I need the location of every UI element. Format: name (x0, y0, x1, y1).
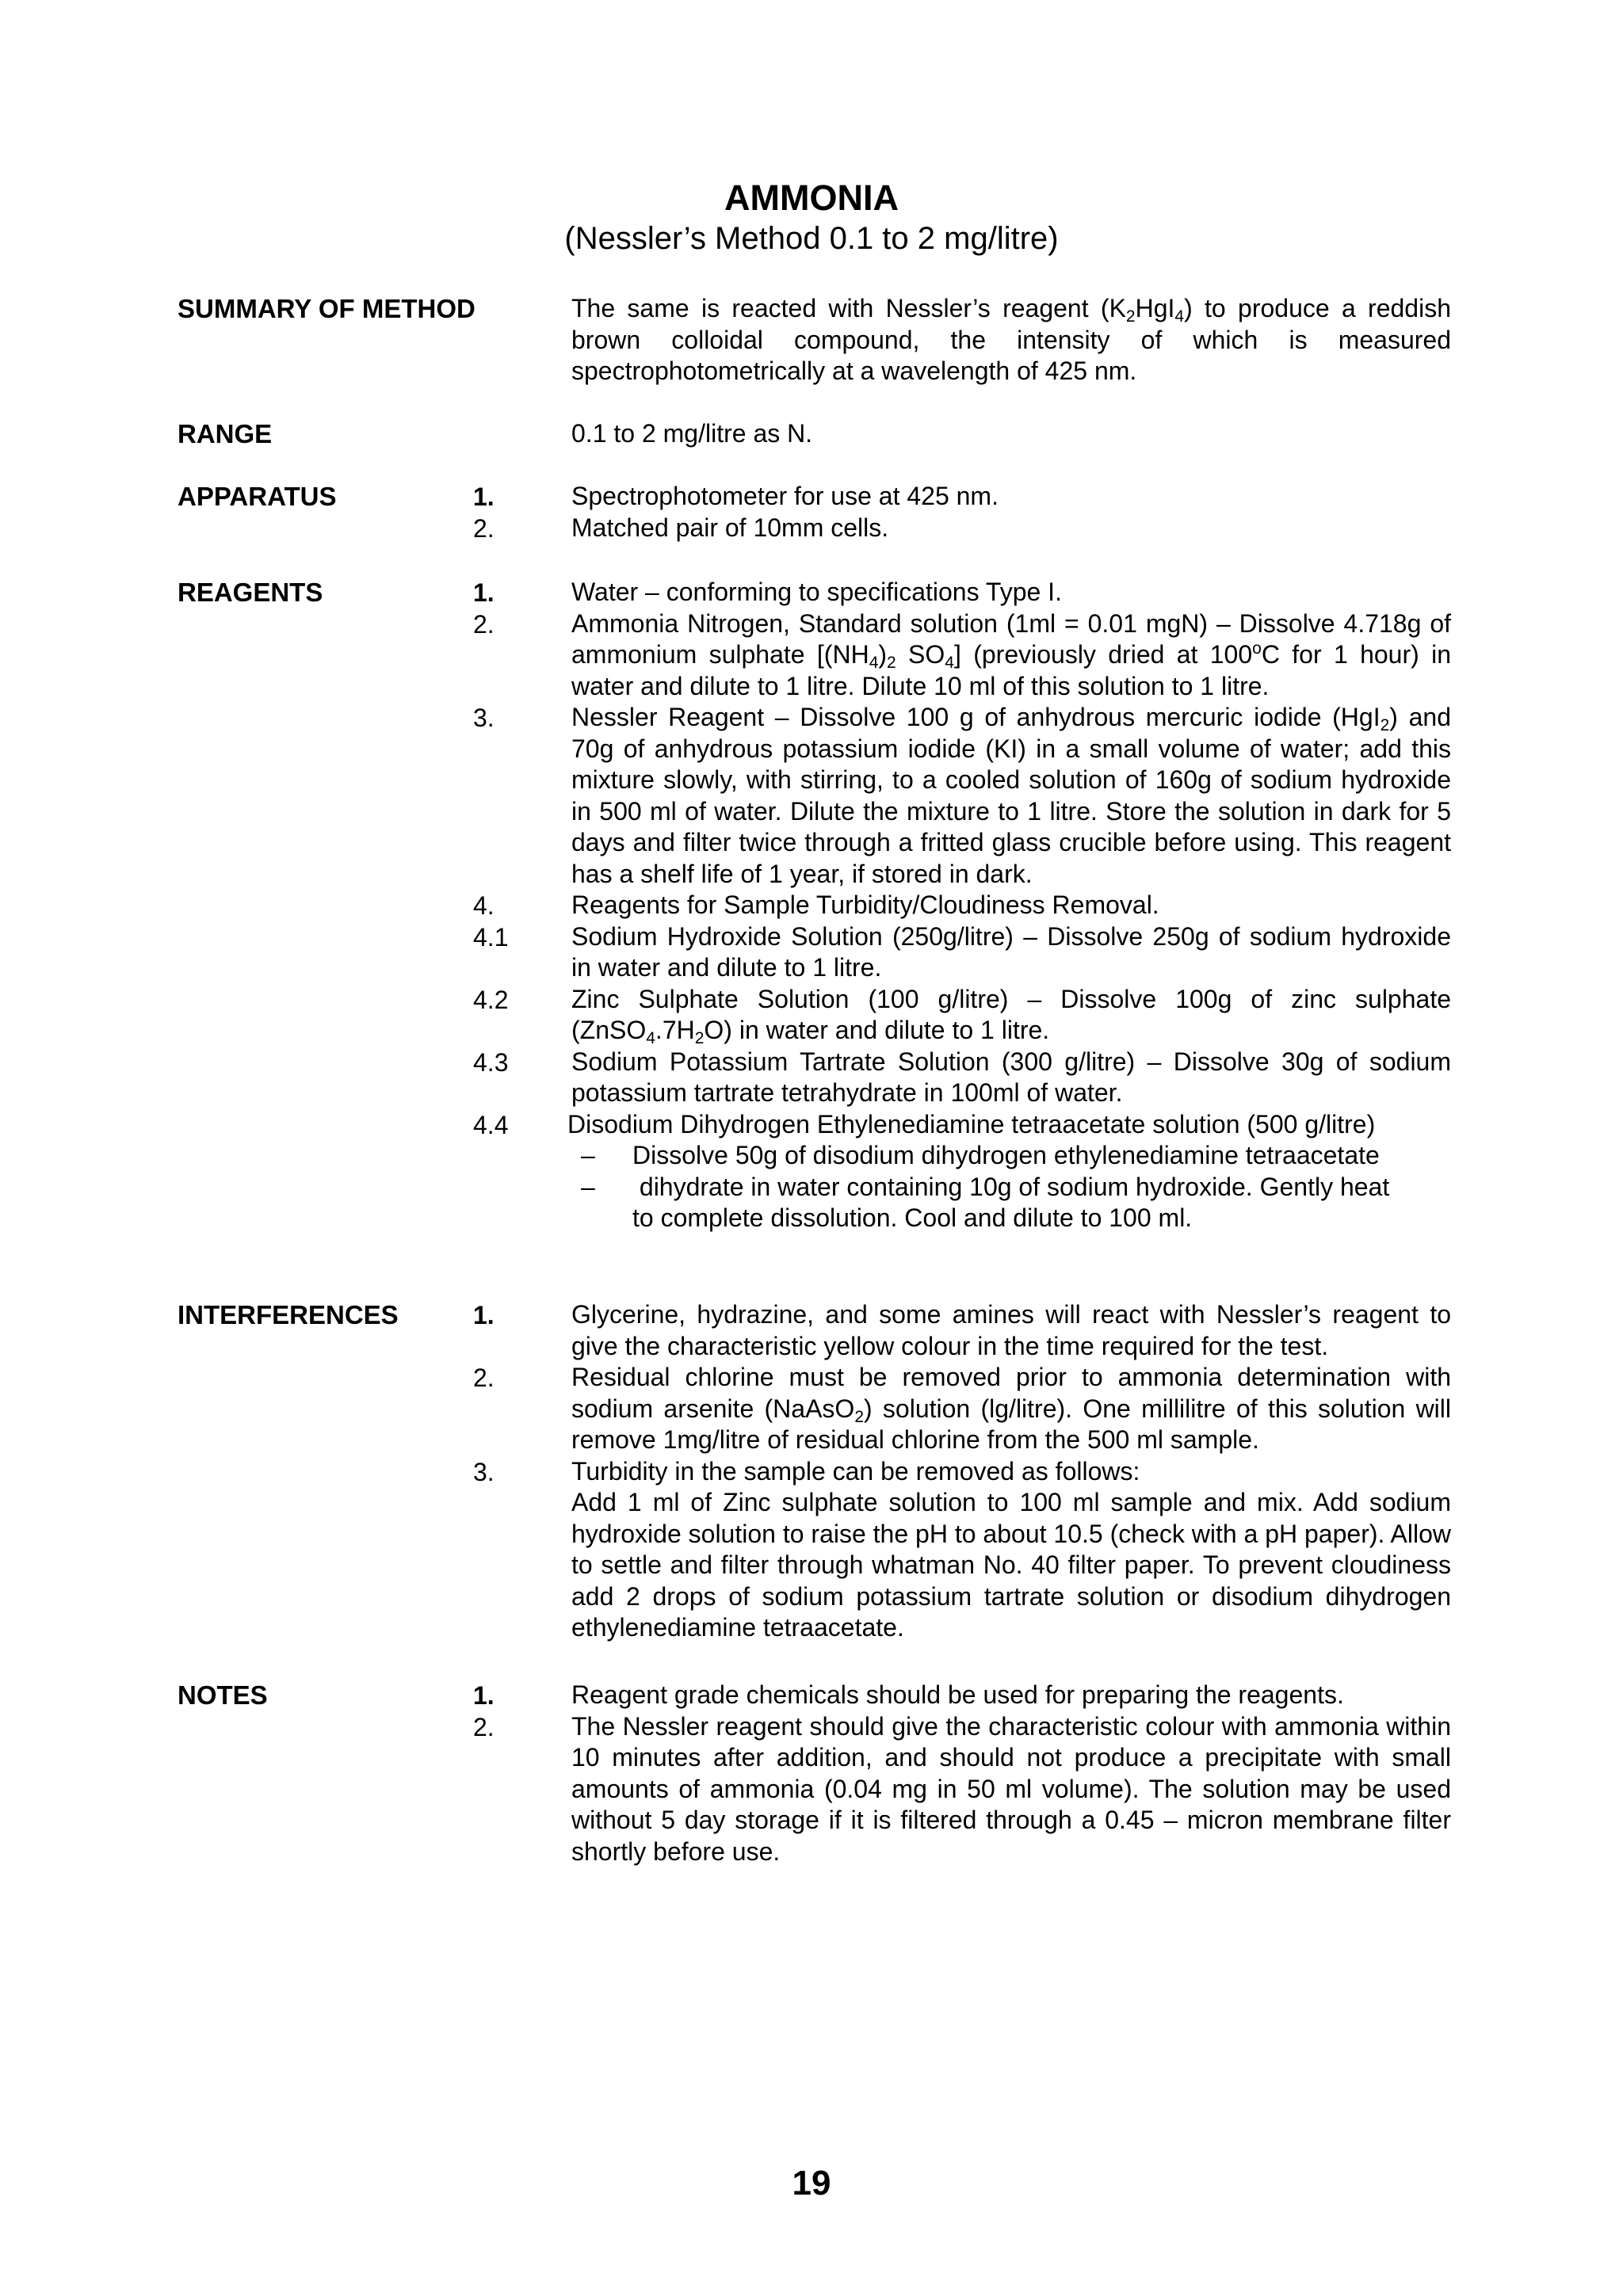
list-item (0, 984, 1623, 1047)
item-text: Disodium Dihydrogen Ethylenediamine tetraacetate solution (500 g/litre) (567, 1109, 1376, 1138)
item-number: 1. (473, 578, 495, 607)
item-number: 4.4 (473, 1110, 509, 1139)
item-text: Reagents for Sample Turbidity/Cloudiness Removal. (571, 891, 1159, 919)
page-subtitle: (Nessler’s Method 0.1 to 2 mg/litre) (564, 221, 1059, 256)
section-range (0, 418, 1623, 450)
list-item (0, 1680, 1623, 1711)
section-label: RANGE (178, 419, 273, 448)
page-title: AMMONIA (724, 177, 899, 218)
list-item (0, 481, 1623, 513)
dash-line (0, 1140, 1623, 1172)
item-text: Zinc Sulphate Solution (100 g/litre) – Dissolve 100g of zinc sulphate $(ZnSO_4.7H_2O)$ in water and dilute to 1 litre. (571, 984, 1451, 1047)
item-number: 4.1 (473, 922, 509, 952)
section-label: APPARATUS (178, 482, 337, 511)
item-number: 2. (473, 1712, 495, 1741)
section-label: INTERFERENCES (178, 1300, 399, 1329)
item-text: Ammonia Nitrogen, Standard solution (1ml = 0.01 mgN) – Dissolve 4.718g of ammonium sulphate [$(NH_4)_2$ $SO_4$] (previously dried at 100$^o$C for 1 hour) in water and dilute to 1 litre. Dilute 10 ml of this solution to 1 litre. (571, 608, 1452, 700)
dash-text: dihydrate in water containing 10g of sodium hydroxide. Gently heat (632, 1172, 1390, 1201)
list-item (0, 1711, 1623, 1868)
item-text: Matched pair of 10mm cells. (571, 513, 889, 542)
item-text: Residual chlorine must be removed prior to ammonia determination with sodium arsenite (NaAsO$_2$) solution (lg/litre). One millilitre of this solution will remove 1mg/litre of residual chlorine from the 500 ml sample. (571, 1363, 1452, 1454)
item-number: 4.3 (473, 1047, 509, 1077)
item-text: Water – conforming to specifications Type I. (571, 578, 1062, 606)
item-number: 4.2 (473, 985, 509, 1014)
list-item (0, 921, 1623, 984)
section-interferences (0, 1299, 1623, 1644)
list-item (0, 890, 1623, 921)
item-text: Nessler Reagent – Dissolve 100 g of anhydrous mercuric iodide (HgI$_2$) and 70g of anhydrous potassium iodide (KI) in a small volume of water; add this mixture slowly, with stirring, to a cooled solution of 160g of sodium hydroxide in 500 ml of water. Dilute the mixture to 1 litre. Store the solution in dark for 5 days and filter twice through a fritted glass crucible before using. This reagent has a shelf life of 1 year, if stored in dark. (571, 703, 1452, 888)
dash-line (0, 1172, 1623, 1203)
item-text: The Nessler reagent should give the characteristic colour with ammonia within 10 minutes after addition, and should not produce a precipitate with small amounts of ammonia (0.04 mg in 50 ml volume). The solution may be used without 5 day storage if it is filtered through a 0.45 – micron membrane filter shortly before use. (571, 1711, 1451, 1866)
item-number: 1. (473, 1301, 495, 1329)
item-text: Sodium Hydroxide Solution (250g/litre) – Dissolve 250g of sodium hydroxide in water and dilute to 1 litre. (571, 921, 1451, 982)
section-label: REAGENTS (178, 578, 323, 607)
list-item (0, 1456, 1623, 1644)
summary-text: The same is reacted with Nessler’s reagent $(K_2HgI_4)$ to produce a reddish brown colloidal compound, the intensity of which is measured spectrophotometrically at a wavelength of 425 nm. (571, 294, 1452, 385)
dash-text: Dissolve 50g of disodium dihydrogen ethylenediamine tetraacetate (632, 1141, 1380, 1169)
item-number: 1. (473, 482, 495, 511)
section-label: SUMMARY OF METHOD (178, 294, 475, 323)
section-notes (0, 1680, 1623, 1867)
list-item (0, 702, 1623, 890)
item-number: 1. (473, 1681, 495, 1710)
dash-marker: – (581, 1172, 595, 1201)
item-text: Turbidity in the sample can be removed as follows: (571, 1456, 1140, 1486)
dash-marker: – (581, 1141, 595, 1169)
page-number: 19 (792, 2164, 831, 2203)
item-number: 2. (473, 513, 495, 543)
section-apparatus (0, 481, 1623, 543)
dash-line (0, 1203, 1623, 1234)
item-text: Reagent grade chemicals should be used for preparing the reagents. (571, 1680, 1344, 1709)
section-summary (0, 293, 1623, 387)
list-item (0, 1299, 1623, 1362)
list-item (0, 1047, 1623, 1109)
item-text: Glycerine, hydrazine, and some amines will react with Nessler’s reagent to give the characteristic yellow colour in the time required for the test. (571, 1300, 1451, 1360)
item-number: 4. (473, 891, 495, 920)
list-item (0, 577, 1623, 608)
item-text: Spectrophotometer for use at 425 nm. (571, 482, 999, 510)
item-text: Sodium Potassium Tartrate Solution (300 g/litre) – Dissolve 30g of sodium potassium tartrate tetrahydrate in 100ml of water. (571, 1047, 1451, 1107)
item-number: 3. (473, 1457, 495, 1486)
section-label: NOTES (178, 1680, 268, 1710)
list-item (0, 608, 1623, 703)
dash-text: to complete dissolution. Cool and dilute to 100 ml. (632, 1203, 1193, 1232)
item-number: 2. (473, 609, 495, 639)
section-reagents (0, 577, 1623, 1234)
item-text: Add 1 ml of Zinc sulphate solution to 100 ml sample and mix. Add sodium hydroxide solution to raise the pH to about 10.5 (check with a pH paper). Allow to settle and filter through whatman No. 40 filter paper. To prevent cloudiness add 2 drops of sodium potassium tartrate solution or disodium dihydrogen ethylenediamine tetraacetate. (571, 1488, 1451, 1642)
range-text: 0.1 to 2 mg/litre as N. (571, 419, 813, 448)
list-item (0, 1109, 1623, 1141)
item-number: 3. (473, 704, 495, 732)
item-number: 2. (473, 1363, 495, 1392)
list-item (0, 513, 1623, 544)
list-item (0, 1362, 1623, 1456)
